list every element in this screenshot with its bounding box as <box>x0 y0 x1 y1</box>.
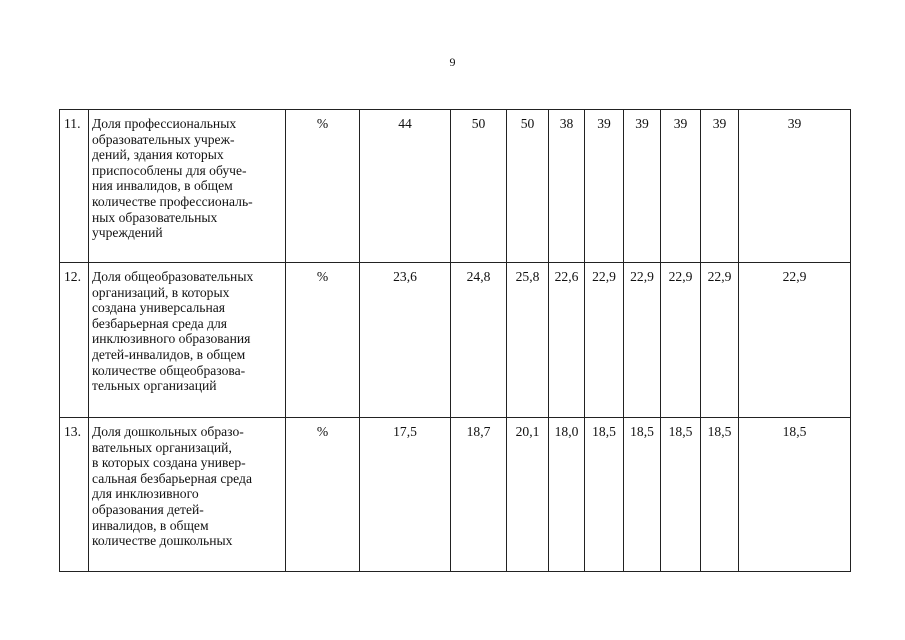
description-line: образовательных учреж- <box>92 131 235 147</box>
row-number: 11. <box>60 110 89 263</box>
indicator-description <box>89 110 286 263</box>
page-number: 9 <box>449 55 456 69</box>
description-line: в которых создана универ- <box>92 455 246 471</box>
description-line: количестве общеобразова- <box>92 362 246 378</box>
description-line: Доля дошкольных образо- <box>92 424 244 439</box>
description-line: ния инвалидов, в общем <box>92 178 233 194</box>
value-cell: 18,5 <box>701 418 739 572</box>
value-cell: 22,6 <box>549 263 585 418</box>
description-line: тельных организаций <box>92 378 217 394</box>
row-number: 13. <box>60 418 89 572</box>
value-cell: 22,9 <box>624 263 661 418</box>
description-line: количестве профессиональ- <box>92 193 253 209</box>
description-line: создана универсальная <box>92 300 226 316</box>
indicators-table <box>59 109 851 572</box>
description-line: ных образовательных <box>92 209 218 225</box>
value-cell: 22,9 <box>739 263 851 418</box>
value-cell: 38 <box>549 110 585 263</box>
value-cell: 18,5 <box>661 418 701 572</box>
value-cell: 24,8 <box>451 263 507 418</box>
value-cell: 17,5 <box>360 418 451 572</box>
description-line: вательных организаций, <box>92 439 232 455</box>
value-cell: 18,0 <box>549 418 585 572</box>
unit-cell: % <box>286 418 360 572</box>
value-cell: 18,5 <box>739 418 851 572</box>
value-cell: 44 <box>360 110 451 263</box>
value-cell: 39 <box>661 110 701 263</box>
value-cell: 22,9 <box>585 263 624 418</box>
value-cell: 50 <box>451 110 507 263</box>
description-line: детей-инвалидов, в общем <box>92 346 246 362</box>
description-line: учреждений <box>92 225 163 241</box>
indicator-description <box>89 418 286 572</box>
unit-cell: % <box>286 263 360 418</box>
description-line: приспособлены для обуче- <box>92 162 247 178</box>
value-cell: 25,8 <box>507 263 549 418</box>
table-row <box>60 110 851 263</box>
value-cell: 23,6 <box>360 263 451 418</box>
description-line: безбарьерная среда для <box>92 315 228 331</box>
description-line: образования детей- <box>92 501 204 517</box>
value-cell: 39 <box>701 110 739 263</box>
description-line: Доля профессиональных <box>92 116 237 131</box>
value-cell: 22,9 <box>661 263 701 418</box>
description-line: инвалидов, в общем <box>92 517 209 533</box>
description-line: сальная безбарьерная среда <box>92 470 252 486</box>
description-line: для инклюзивного <box>92 486 199 502</box>
unit-cell: % <box>286 110 360 263</box>
value-cell: 39 <box>585 110 624 263</box>
value-cell: 18,5 <box>585 418 624 572</box>
value-cell: 50 <box>507 110 549 263</box>
value-cell: 18,5 <box>624 418 661 572</box>
description-line: организаций, в которых <box>92 284 230 300</box>
value-cell: 39 <box>739 110 851 263</box>
description-line: количестве дошкольных <box>92 533 233 549</box>
row-number: 12. <box>60 263 89 418</box>
value-cell: 20,1 <box>507 418 549 572</box>
value-cell: 39 <box>624 110 661 263</box>
value-cell: 22,9 <box>701 263 739 418</box>
table-row <box>60 263 851 418</box>
description-line: инклюзивного образования <box>92 331 251 347</box>
description-line: Доля общеобразовательных <box>92 269 254 284</box>
description-line: дений, здания которых <box>92 147 224 163</box>
indicator-description <box>89 263 286 418</box>
table-row <box>60 418 851 572</box>
value-cell: 18,7 <box>451 418 507 572</box>
